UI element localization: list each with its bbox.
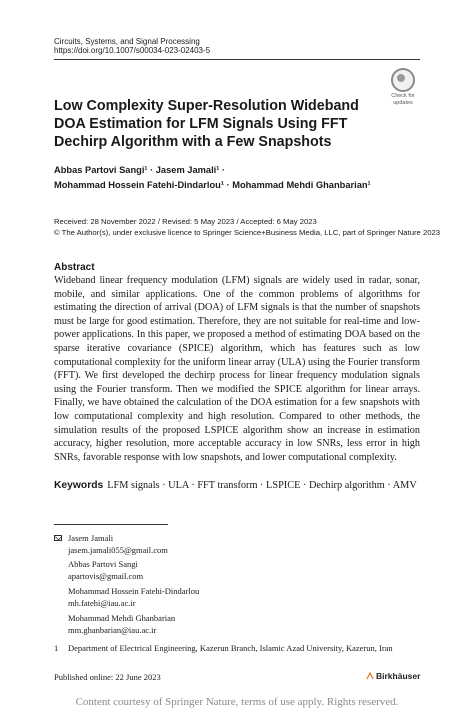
header-rule [54,59,420,60]
footnote-rule [54,524,168,525]
publisher-logo [366,671,420,681]
affiliation-number: 1 [54,643,59,653]
journal-name: Circuits, Systems, and Signal Processing [54,37,200,46]
copyright-notice: © The Author(s), under exclusive licence to Springer Science+Business Media, LLC, part of Springer Nature 2023 [54,228,441,237]
birkhauser-icon [366,672,374,680]
abstract-text: Wideband linear frequency modulation (LFM) signals are widely used in radar, sonar, mobile, and similar applications. One of the common problems of algorithms for estimating the direction of arrival (DOA) of LFM signals is that the number of snapshots must be large for good estimation. Therefore, they are not suitable for real-time and low-power applications. In this paper, we proposed a method of estimating DOA based on the sparse iterative covariance (SPICE) algorithm, which has features such as low computational complexity for the uniform linear array (ULA) using the Fourier transform (FFT). We first developed the dechirp process for linear frequency modulation signals using the Fourier transform. Then we modified the SPICE algorithm for linear arrays. Finally, we have obtained the calculation of the DOA estimation for a few snapshots with low computational complexity and high resolution. Compared to other methods, the simulation results of the proposed LSPICE algorithm show an increase in estimation accuracy, higher resolution, more acceptable accuracy in low SNRs, less error in high SNRs, favorable response with low snapshots, and lower computational complexity. [54,275,420,463]
contact-name: Mohammad Hossein Fatehi-Dindarlou [68,586,200,596]
affiliation [54,643,393,653]
contact-entry [68,586,199,609]
contact-entry [68,559,143,582]
publisher-name: Birkhäuser [376,671,421,681]
author-line-1: Abbas Partovi Sangi¹ · Jasem Jamali¹ · [54,165,226,175]
keywords [54,480,420,491]
contact-name: Jasem Jamali [68,533,114,543]
keywords-heading: Keywords [54,480,104,491]
contact-name: Abbas Partovi Sangi [68,559,138,569]
check-for-updates-badge[interactable] [386,68,420,106]
article-dates: Received: 28 November 2022 / Revised: 5 May 2023 / Accepted: 6 May 2023 [54,217,317,226]
contact-entry [68,613,175,636]
contact-email[interactable]: apartovis@gmail.com [68,570,144,581]
author-line-2: Mohammad Hossein Fatehi-Dindarlou¹ · Mohammad Mehdi Ghanbarian¹ [54,180,371,190]
contact-name: Mohammad Mehdi Ghanbarian [68,613,176,623]
watermark-notice: Content courtesy of Springer Nature, terms of use apply. Rights reserved. [75,696,399,708]
published-date: Published online: 22 June 2023 [54,672,161,682]
corresponding-contacts [54,533,354,638]
contact-email[interactable]: jasem.jamali055@gmail.com [68,544,168,555]
affiliation-text: Department of Electrical Engineering, Kazerun Branch, Islamic Azad University, Kazerun, Iran [68,643,393,653]
contact-entry [68,533,168,556]
envelope-icon [54,535,62,541]
badge-label-1: Check for [391,93,415,99]
contact-email[interactable]: mh.fatehi@iau.ac.ir [68,597,136,608]
doi-link[interactable]: https://doi.org/10.1007/s00034-023-02403-5 [54,46,211,55]
keywords-list: LFM signals · ULA · FFT transform · LSPICE · Dechirp algorithm · AMV [107,480,417,491]
contact-email[interactable]: mm.ghanbarian@iau.ac.ir [68,624,157,635]
author-list [54,163,424,193]
badge-label-2: updates [393,100,413,106]
paper-title: Low Complexity Super-Resolution Wideband DOA Estimation for LFM Signals Using FFT Dechirp Algorithm with a Few Snapshots [54,98,359,150]
check-updates-icon [391,68,415,92]
abstract-heading: Abstract [54,262,95,273]
